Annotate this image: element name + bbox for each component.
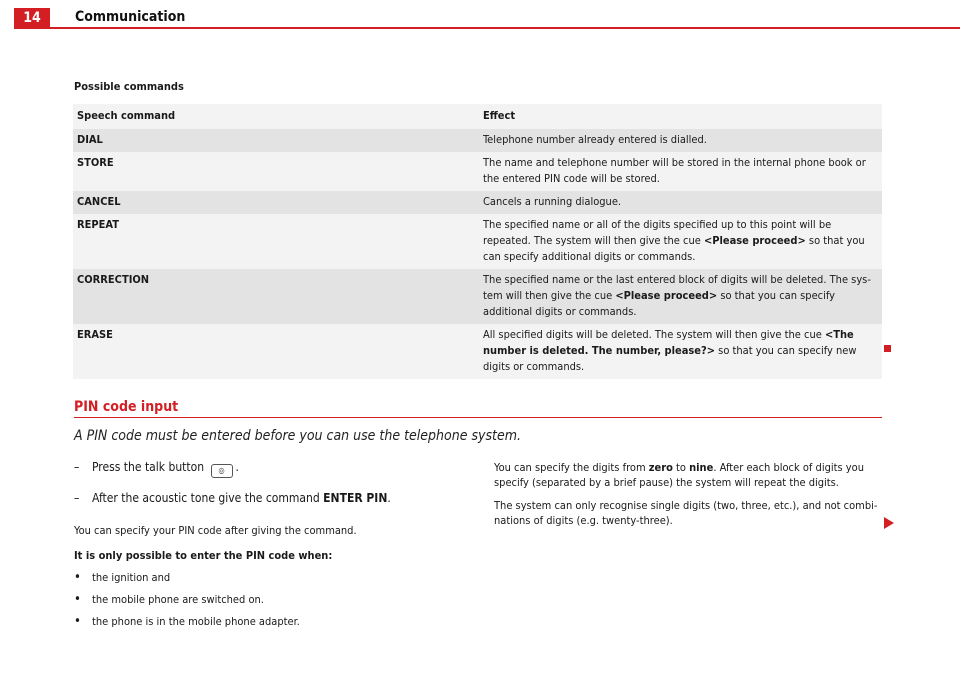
section-rule — [74, 417, 882, 418]
table-caption: Possible commands — [74, 80, 184, 93]
effect-cue: <Please proceed> — [615, 289, 718, 302]
list-item-text: the ignition and — [92, 571, 171, 584]
step-command: ENTER PIN — [323, 491, 388, 505]
effect-cell: Cancels a running dialogue. — [483, 195, 622, 208]
effect-text: so that you can specify additional digits or commands. — [483, 289, 836, 318]
talk-button-icon: ◎ — [211, 464, 233, 478]
step-text: After the acoustic tone give the command — [92, 491, 324, 505]
column-header-effect: Effect — [483, 109, 516, 122]
list-item — [74, 570, 474, 585]
list-item — [74, 592, 474, 607]
paragraph-text: to — [672, 461, 690, 474]
step-2 — [74, 491, 474, 505]
emphasis-text: nine — [689, 461, 714, 474]
effect-cue: <The number is deleted. The number, please?> — [483, 328, 854, 357]
step-dash: – — [74, 491, 80, 505]
effect-cue: <Please proceed> — [703, 234, 806, 247]
command-cell: CANCEL — [77, 195, 121, 208]
continue-arrow-icon — [884, 517, 894, 529]
emphasis-text: zero — [648, 461, 673, 474]
section-intro: A PIN code must be entered before you can use the telephone system. — [74, 428, 522, 444]
step-text: Press the talk button — [92, 460, 205, 474]
table-row — [73, 214, 882, 269]
effect-text: The specified name or the last entered block of digits will be deleted. The sys-tem will then give the cue — [483, 273, 871, 302]
steps-list — [74, 460, 474, 518]
section-title: PIN code input — [74, 399, 179, 415]
effect-cell — [479, 214, 882, 269]
step-1 — [74, 460, 474, 478]
effect-text: so that you can specify additional digits or commands. — [483, 234, 865, 263]
right-column — [494, 460, 884, 536]
effect-cell — [479, 324, 882, 379]
step-text: . — [235, 460, 239, 474]
table-header-row — [73, 104, 882, 129]
paragraph: You can specify your PIN code after giving the command. — [74, 524, 357, 537]
step-text: . — [387, 491, 391, 505]
paragraph-text: . After each block of digits you specify (separated by a brief pause) the system will repeat the digits. — [494, 461, 864, 489]
table-row — [73, 269, 882, 324]
bullet-icon: • — [74, 614, 81, 629]
command-cell: CORRECTION — [77, 273, 150, 286]
step-dash: – — [74, 460, 80, 474]
conditions-title: It is only possible to enter the PIN code when: — [74, 549, 333, 562]
command-cell: STORE — [77, 156, 114, 169]
table-row — [73, 152, 882, 191]
paragraph: The system can only recognise single digits (two, three, etc.), and not combi-nations of digits (e.g. twenty-three). — [494, 499, 878, 527]
paragraph-text: You can specify the digits from — [494, 461, 649, 474]
effect-text: so that you can specify new digits or commands. — [483, 344, 857, 373]
effect-text: All specified digits will be deleted. The system will then give the cue — [483, 328, 825, 341]
list-item — [74, 614, 474, 629]
conditions-list — [74, 570, 474, 636]
commands-table — [73, 104, 882, 379]
bullet-icon: • — [74, 592, 81, 607]
list-item-text: the phone is in the mobile phone adapter. — [92, 615, 300, 628]
command-cell: ERASE — [77, 328, 113, 341]
table-row — [73, 129, 882, 152]
paragraph — [494, 460, 884, 490]
effect-text: The specified name or all of the digits specified up to this point will be repeated. The system will then give the cue — [483, 218, 832, 247]
table-row — [73, 324, 882, 379]
page-number: 14 — [14, 8, 50, 28]
header-rule — [14, 27, 960, 29]
effect-cell — [479, 269, 882, 324]
column-header-command: Speech command — [77, 109, 176, 122]
command-cell: DIAL — [77, 133, 103, 146]
list-item-text: the mobile phone are switched on. — [92, 593, 264, 606]
bullet-icon: • — [74, 570, 81, 585]
effect-cell: Telephone number already entered is dialled. — [483, 133, 707, 146]
section-end-marker — [884, 345, 891, 352]
table-row — [73, 191, 882, 214]
effect-cell: The name and telephone number will be stored in the internal phone book or the entered PIN code will be stored. — [483, 156, 866, 185]
command-cell: REPEAT — [77, 218, 119, 231]
page-title: Communication — [75, 9, 186, 25]
